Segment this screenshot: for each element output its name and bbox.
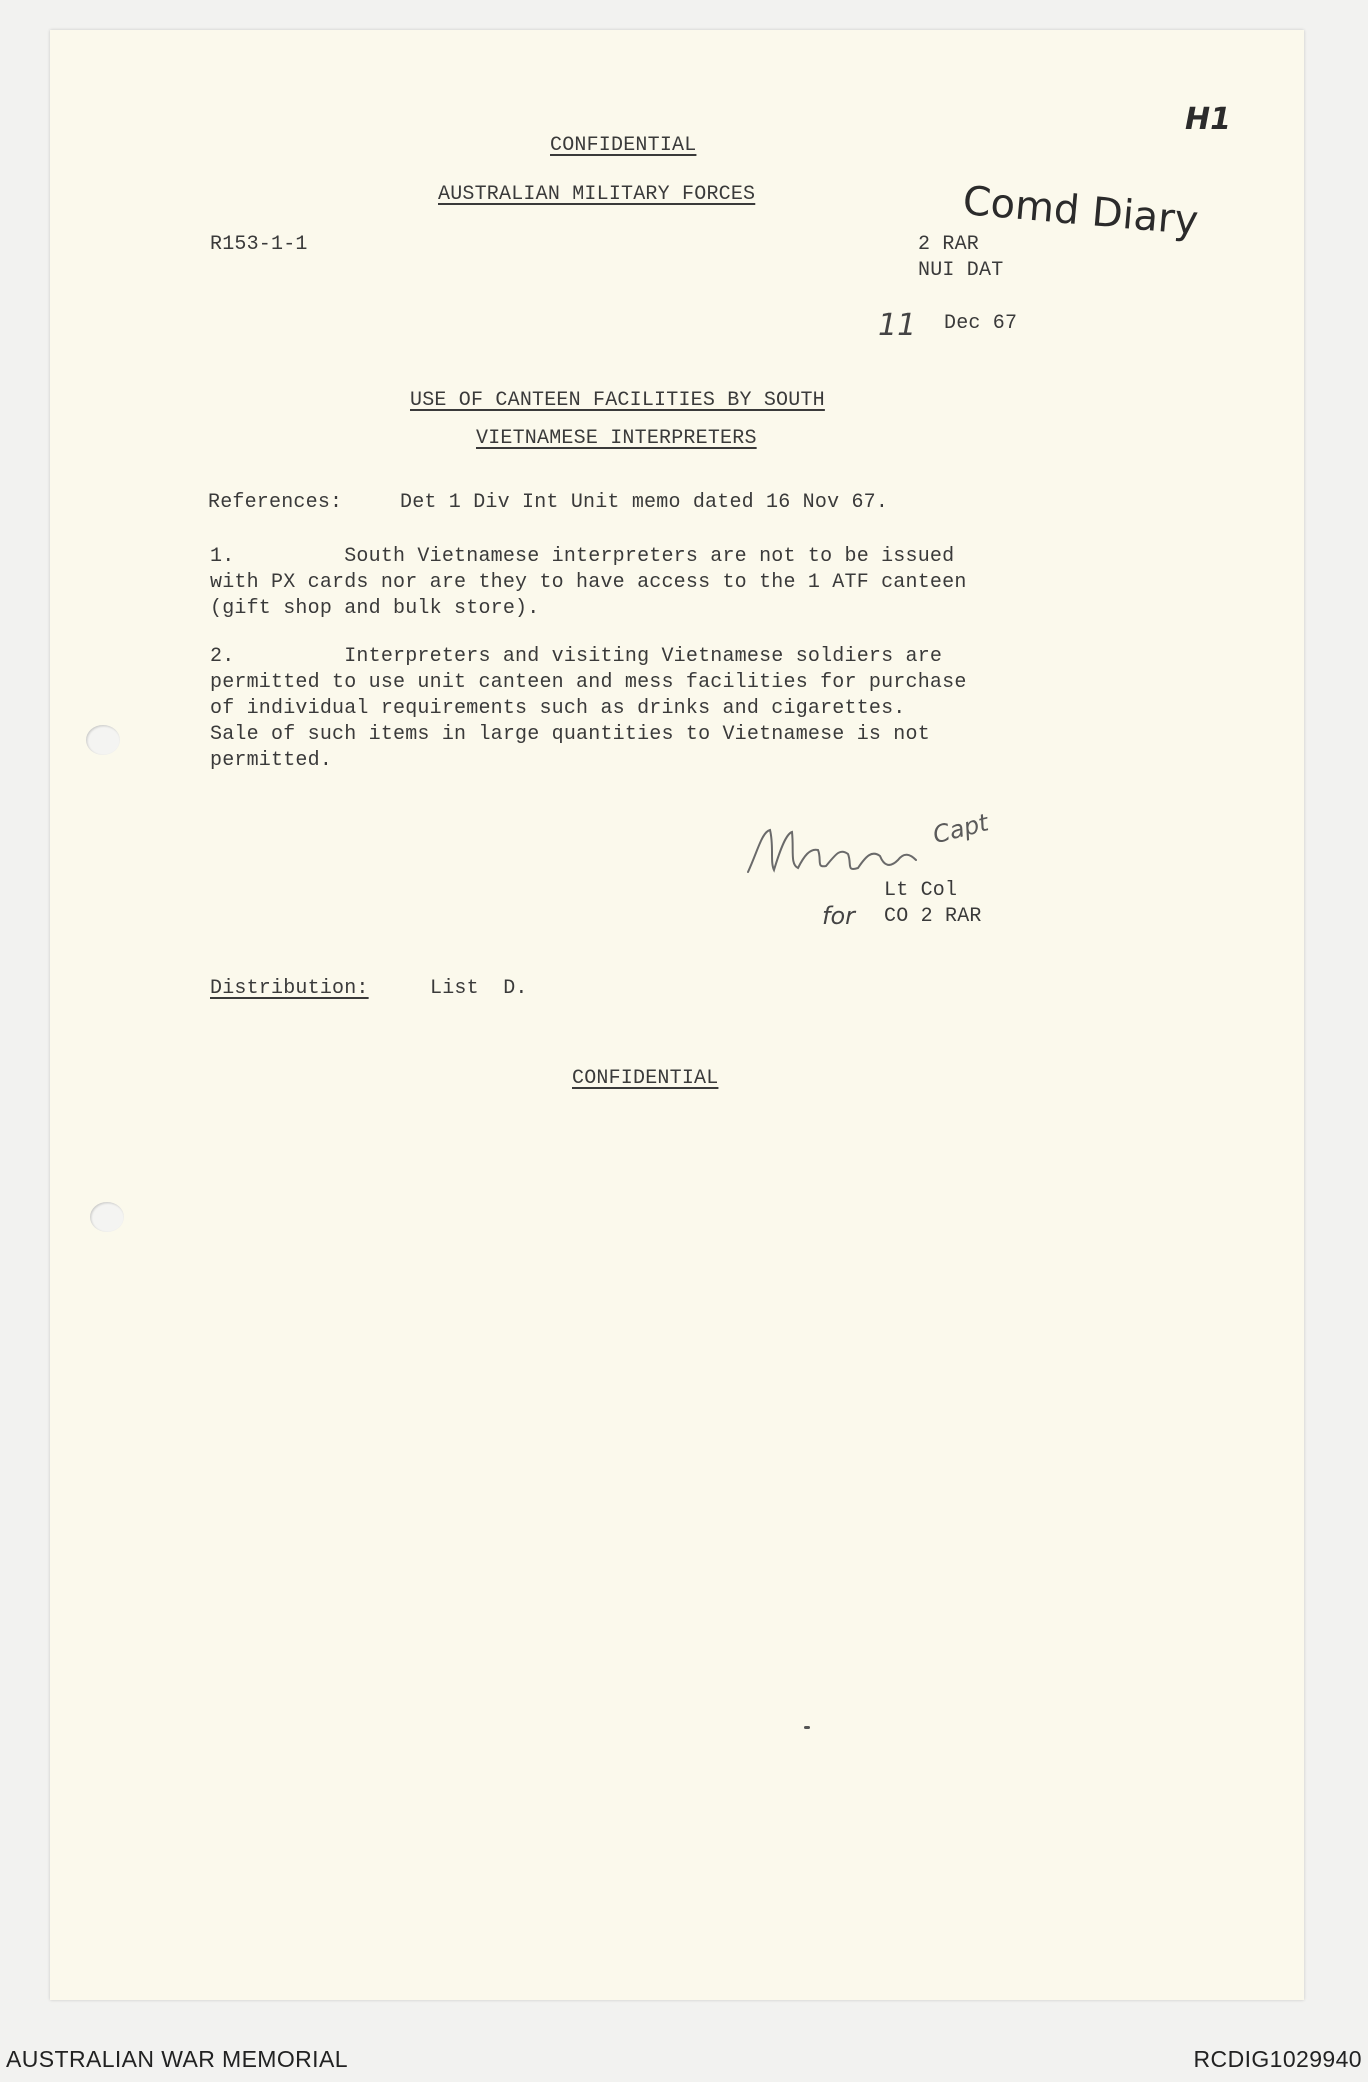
date-handwritten-day: 11 bbox=[878, 308, 917, 343]
header-confidential: CONFIDENTIAL bbox=[550, 134, 697, 157]
paragraph-2-line: permitted to use unit canteen and mess facilities for purchase bbox=[210, 671, 967, 694]
paragraph-2-line: permitted. bbox=[210, 749, 333, 772]
archive-footer-left: AUSTRALIAN WAR MEMORIAL bbox=[6, 2046, 348, 2072]
document-page bbox=[50, 30, 1304, 2000]
subject-line-1: USE OF CANTEEN FACILITIES BY SOUTH bbox=[410, 389, 825, 412]
signature-rank: Lt Col bbox=[884, 879, 958, 902]
signature-for: for bbox=[822, 902, 855, 930]
paragraph-1-line: (gift shop and bulk store). bbox=[210, 597, 540, 620]
punch-hole bbox=[86, 725, 120, 755]
paragraph-2-line: Sale of such items in large quantities to Vietnamese is not bbox=[210, 723, 930, 746]
page-marker: H1 bbox=[1185, 102, 1231, 137]
distribution-text: List D. bbox=[430, 977, 528, 1000]
handwritten-note: Comd Diary bbox=[960, 178, 1201, 245]
footer-confidential: CONFIDENTIAL bbox=[572, 1067, 719, 1090]
header-organisation: AUSTRALIAN MILITARY FORCES bbox=[438, 183, 756, 206]
letter-date: Dec 67 bbox=[944, 312, 1018, 335]
signature-name: Capt bbox=[930, 808, 992, 850]
signature-title: CO 2 RAR bbox=[884, 905, 982, 928]
archive-footer-right: RCDIG1029940 bbox=[1193, 2046, 1362, 2072]
paragraph-1-line: 1. South Vietnamese interpreters are not to be issued bbox=[210, 545, 955, 568]
references-text: Det 1 Div Int Unit memo dated 16 Nov 67. bbox=[400, 491, 889, 514]
unit-name: 2 RAR bbox=[918, 233, 980, 256]
paragraph-1-line: with PX cards nor are they to have access to the 1 ATF canteen bbox=[210, 571, 967, 594]
unit-location: NUI DAT bbox=[918, 259, 1004, 282]
file-reference: R153-1-1 bbox=[210, 233, 308, 256]
paragraph-2-line: 2. Interpreters and visiting Vietnamese soldiers are bbox=[210, 645, 943, 668]
paragraph-2-line: of individual requirements such as drinks and cigarettes. bbox=[210, 697, 906, 720]
punch-hole bbox=[90, 1202, 124, 1232]
references-label: References: bbox=[208, 491, 343, 514]
distribution-label: Distribution: bbox=[210, 977, 369, 1000]
paper-speck bbox=[804, 1726, 810, 1729]
subject-line-2: VIETNAMESE INTERPRETERS bbox=[476, 427, 757, 450]
